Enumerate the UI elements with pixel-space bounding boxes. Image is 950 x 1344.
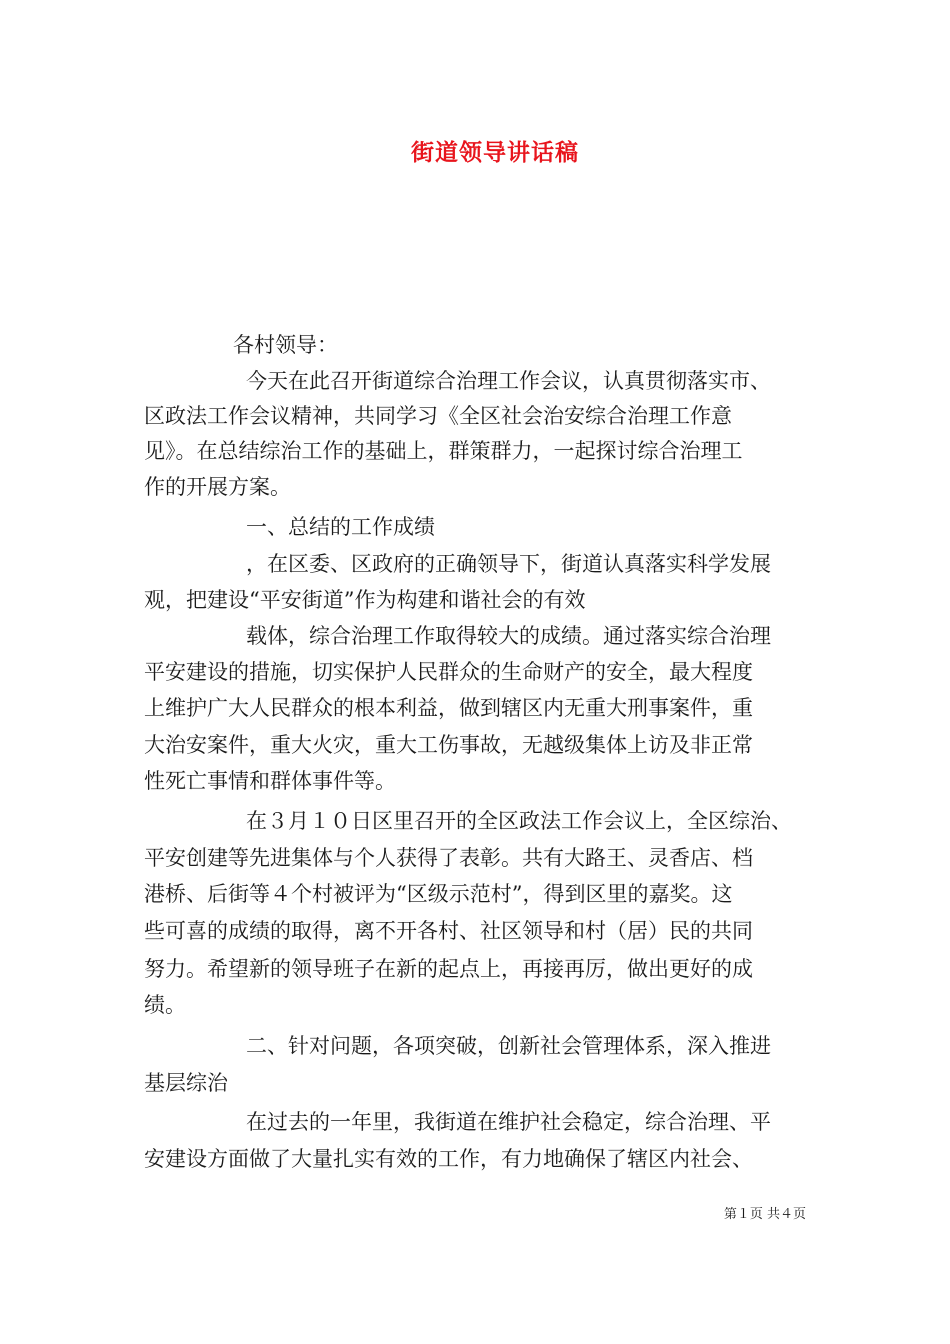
page-number: 第１页 共４页	[723, 1207, 806, 1222]
paragraph-line: 大治安案件，重大火灾，重大工伤事故，无越级集体上访及非正常	[144, 733, 753, 757]
paragraph-line: 今天在此召开街道综合治理工作会议，认真贯彻落实市、	[246, 369, 771, 393]
paragraph-line: 载体，综合治理工作取得较大的成绩。通过落实综合治理	[246, 624, 771, 648]
paragraph-line: 观，把建设“平安街道”作为构建和谐社会的有效	[144, 588, 586, 612]
paragraph-line: 港桥、后街等４个村被评为“区级示范村”，得到区里的嘉奖。这	[144, 882, 733, 906]
paragraph-line: 性死亡事情和群体事件等。	[144, 769, 396, 793]
salutation: 各村领导：	[233, 333, 338, 357]
paragraph-line: 上维护广大人民群众的根本利益，做到辖区内无重大刑事案件，重	[144, 696, 753, 720]
paragraph-line: 绩。	[144, 993, 186, 1017]
paragraph-line: 在过去的一年里，我街道在维护社会稳定，综合治理、平	[246, 1110, 771, 1134]
paragraph-line: 作的开展方案。	[144, 475, 291, 499]
section-heading-1: 一、总结的工作成绩	[246, 515, 435, 539]
paragraph-line: 平安建设的措施，切实保护人民群众的生命财产的安全，最大程度	[144, 660, 753, 684]
paragraph-line: 些可喜的成绩的取得，离不开各村、社区领导和村（居）民的共同	[144, 919, 753, 943]
paragraph-line: 区政法工作会议精神，共同学习《全区社会治安综合治理工作意	[144, 404, 732, 428]
paragraph-line: 努力。希望新的领导班子在新的起点上，再接再厉，做出更好的成	[144, 957, 753, 981]
section-heading-2-cont: 基层综治	[144, 1071, 228, 1095]
section-heading-2: 二、针对问题，各项突破，创新社会管理体系，深入推进	[246, 1034, 771, 1058]
paragraph-line: 见》。在总结综治工作的基础上，群策群力，一起探讨综合治理工	[144, 439, 743, 463]
paragraph-line: 安建设方面做了大量扎实有效的工作，有力地确保了辖区内社会、	[144, 1147, 753, 1171]
page-title: 街道领导讲话稿	[411, 139, 579, 166]
paragraph-line: 平安创建等先进集体与个人获得了表彰。共有大路王、灵香店、档	[144, 846, 753, 870]
paragraph-line: 在３月１０日区里召开的全区政法工作会议上，全区综治、	[246, 809, 792, 833]
paragraph-line: ，在区委、区政府的正确领导下，街道认真落实科学发展	[246, 552, 771, 576]
